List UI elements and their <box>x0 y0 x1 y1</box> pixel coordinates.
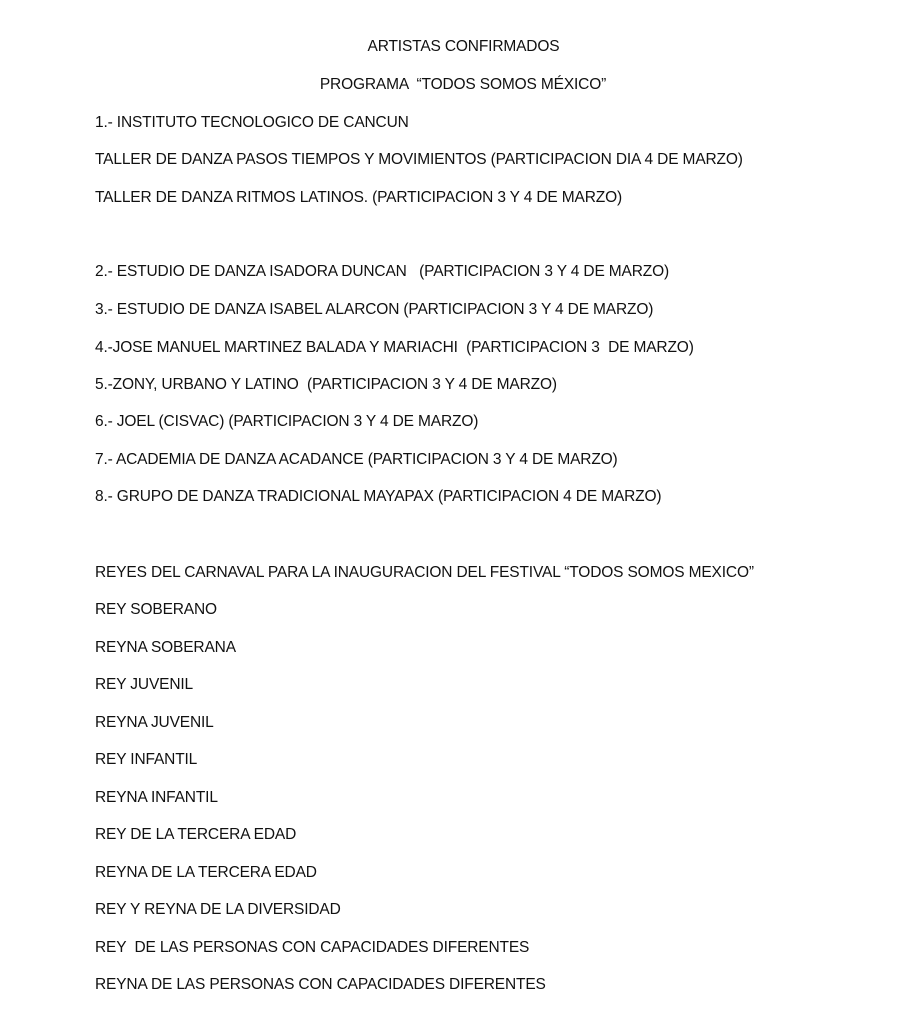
artist-item-5: 5.-ZONY, URBANO Y LATINO (PARTICIPACION 3 Y 4 DE MARZO) <box>95 376 557 393</box>
artist-item-1: 1.- INSTITUTO TECNOLOGICO DE CANCUN <box>95 114 409 131</box>
reyes-item: REY SOBERANO <box>95 601 217 618</box>
program-title: PROGRAMA “TODOS SOMOS MÉXICO” <box>319 76 607 93</box>
document-title: ARTISTAS CONFIRMADOS <box>367 38 560 55</box>
reyes-item: REYNA SOBERANA <box>95 639 236 656</box>
reyes-item: REY DE LAS PERSONAS CON CAPACIDADES DIFERENTES <box>95 939 530 956</box>
artist-item-6: 6.- JOEL (CISVAC) (PARTICIPACION 3 Y 4 DE MARZO) <box>95 413 479 430</box>
reyes-heading: REYES DEL CARNAVAL PARA LA INAUGURACION DEL FESTIVAL “TODOS SOMOS MEXICO” <box>95 564 754 581</box>
artist-item-1-sub-1: TALLER DE DANZA PASOS TIEMPOS Y MOVIMIENTOS (PARTICIPACION DIA 4 DE MARZO) <box>95 151 743 168</box>
reyes-item: REY INFANTIL <box>95 751 198 768</box>
artist-item-4: 4.-JOSE MANUEL MARTINEZ BALADA Y MARIACHI (PARTICIPACION 3 DE MARZO) <box>95 339 694 356</box>
artist-item-8: 8.- GRUPO DE DANZA TRADICIONAL MAYAPAX (PARTICIPACION 4 DE MARZO) <box>95 488 662 505</box>
artist-item-3: 3.- ESTUDIO DE DANZA ISABEL ALARCON (PARTICIPACION 3 Y 4 DE MARZO) <box>95 301 654 318</box>
reyes-item: REY JUVENIL <box>95 676 193 693</box>
reyes-item: REYNA DE LAS PERSONAS CON CAPACIDADES DIFERENTES <box>95 976 546 993</box>
artist-item-1-sub-2: TALLER DE DANZA RITMOS LATINOS. (PARTICIPACION 3 Y 4 DE MARZO) <box>95 189 622 206</box>
reyes-item: REYNA DE LA TERCERA EDAD <box>95 864 317 881</box>
artist-item-7: 7.- ACADEMIA DE DANZA ACADANCE (PARTICIPACION 3 Y 4 DE MARZO) <box>95 451 618 468</box>
artist-item-2: 2.- ESTUDIO DE DANZA ISADORA DUNCAN (PARTICIPACION 3 Y 4 DE MARZO) <box>95 263 670 280</box>
reyes-item: REYNA INFANTIL <box>95 789 218 806</box>
reyes-item: REY Y REYNA DE LA DIVERSIDAD <box>95 901 341 918</box>
reyes-item: REY DE LA TERCERA EDAD <box>95 826 297 843</box>
reyes-item: REYNA JUVENIL <box>95 714 214 731</box>
